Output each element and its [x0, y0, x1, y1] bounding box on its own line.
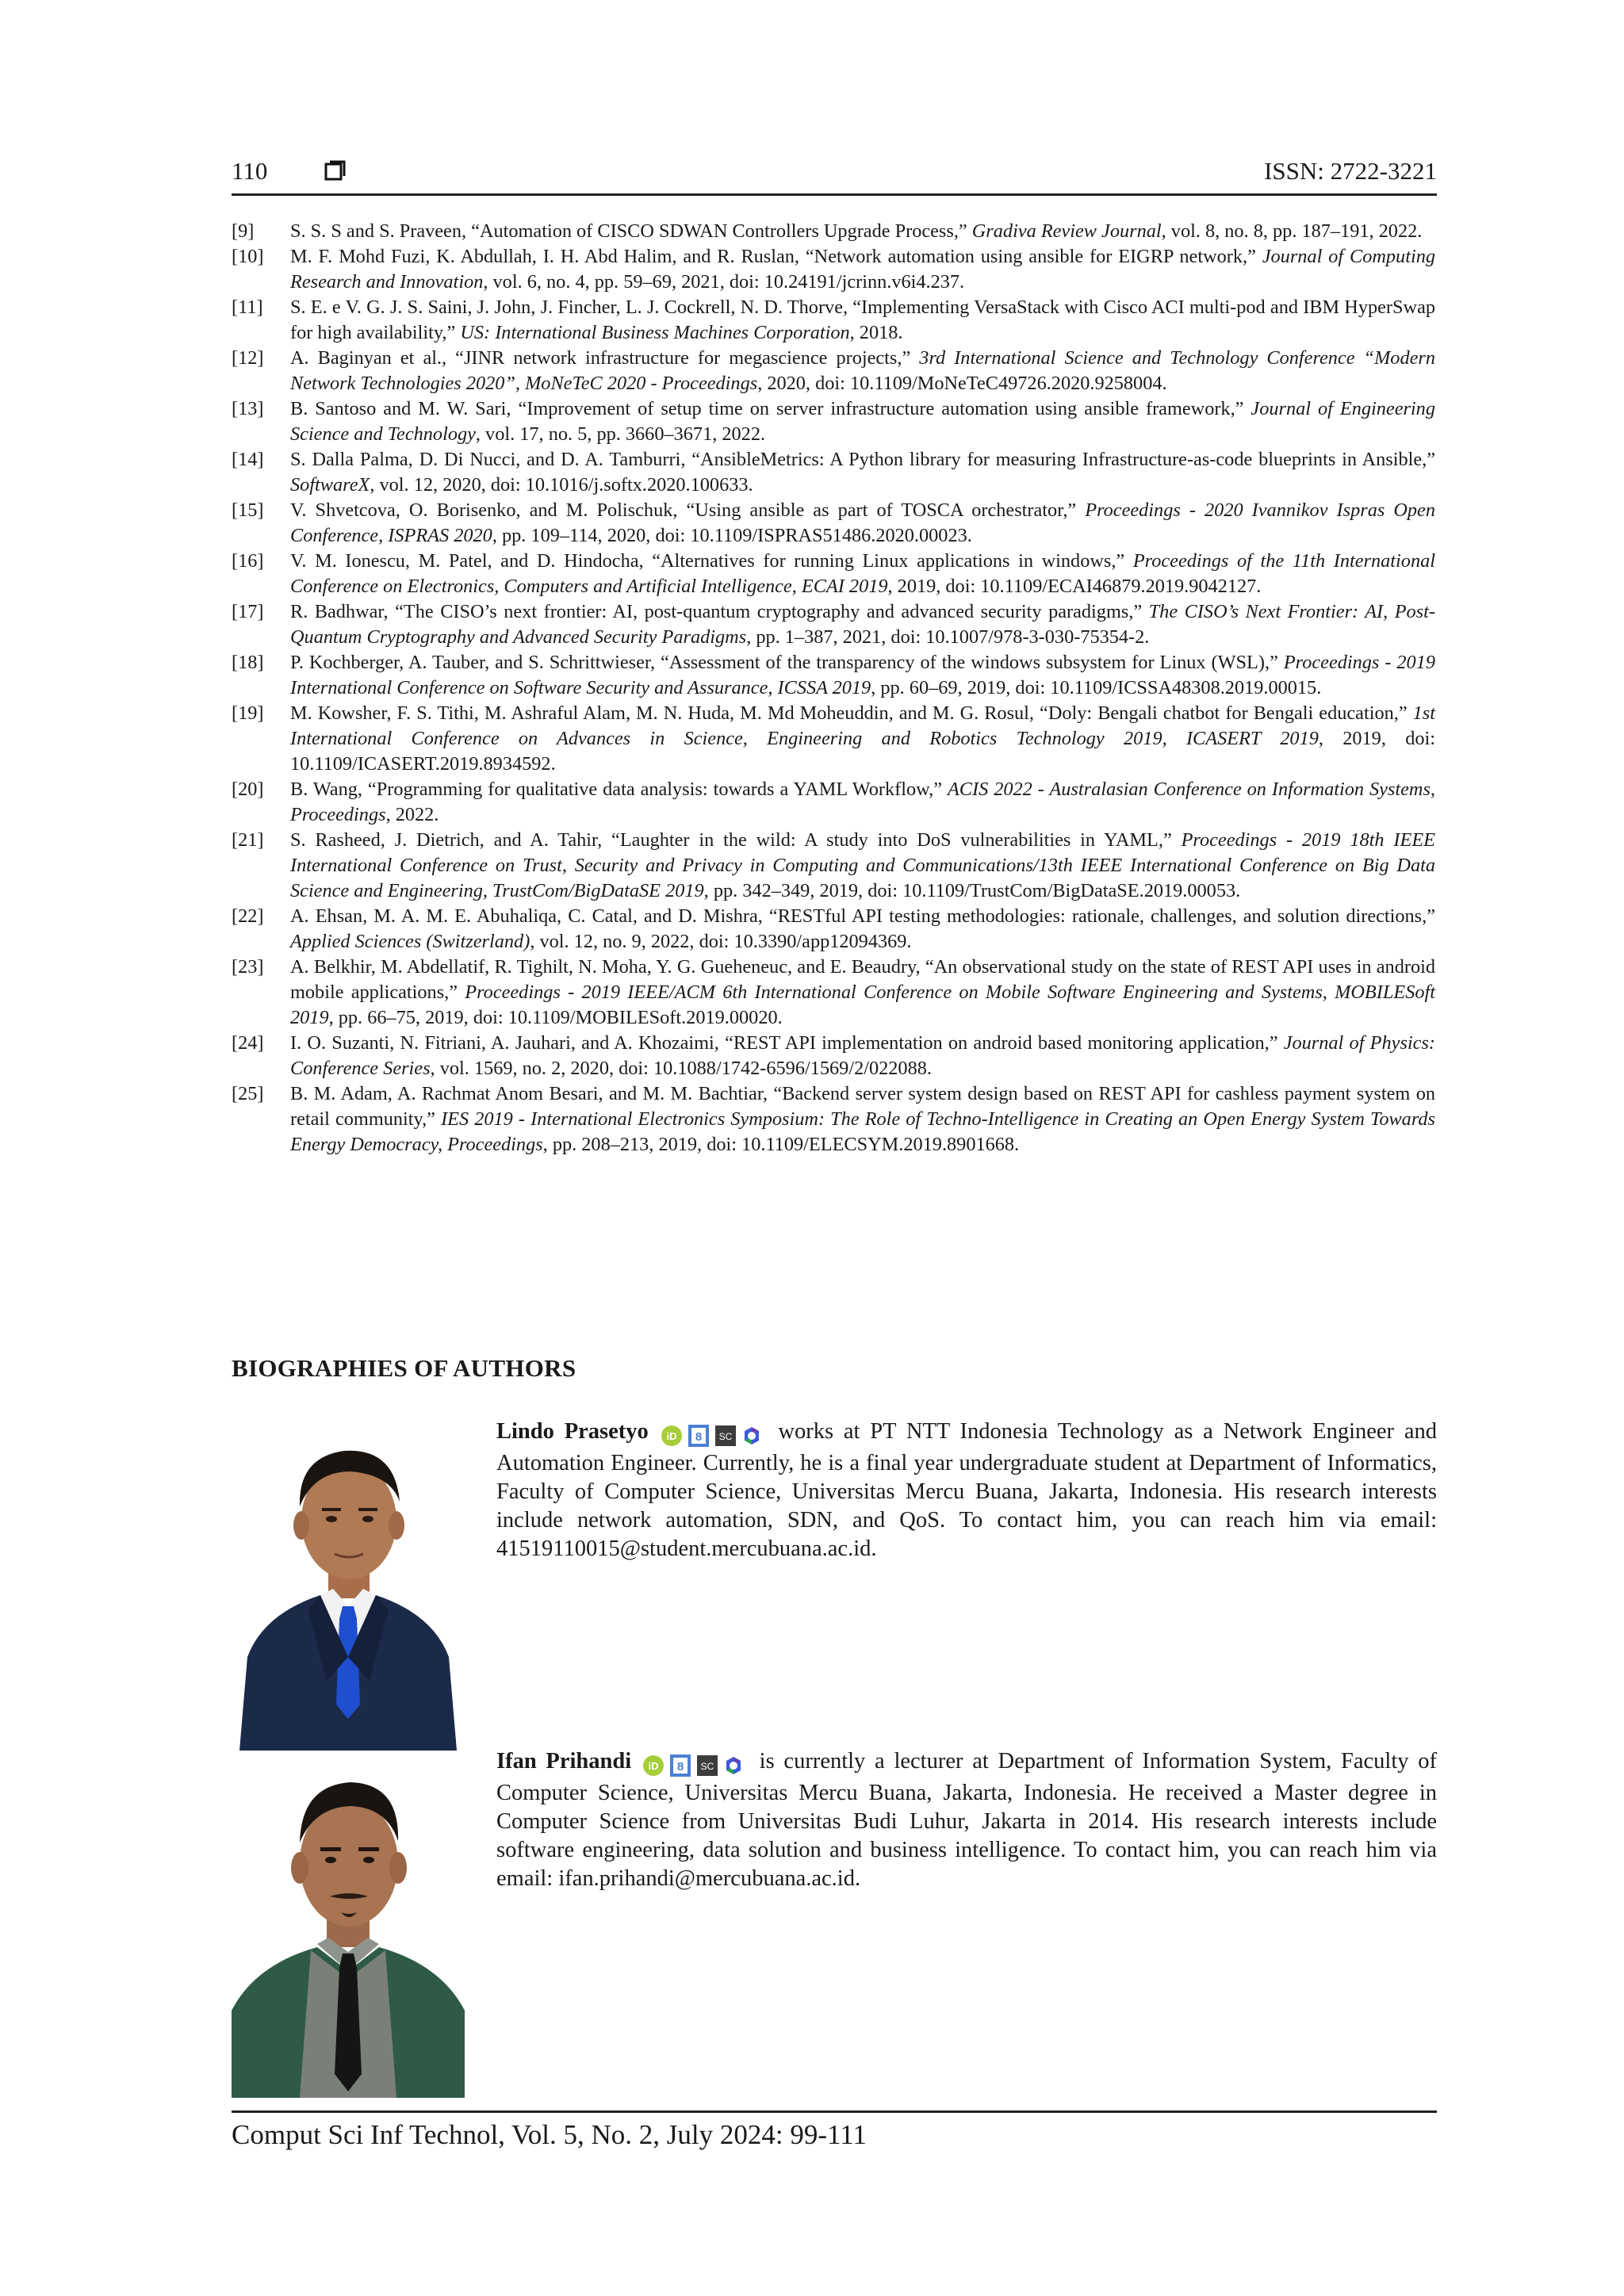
reference-item	[232, 447, 1435, 498]
reference-venue: Journal of Engineering Science and Technology	[290, 398, 1435, 445]
reference-item	[232, 396, 1435, 447]
reference-item	[232, 219, 1435, 244]
author-bio-text	[496, 1747, 1437, 1893]
reference-venue: 1st International Conference on Advances in Science, Engineering and Robotics Technology 2019, ICASERT 2019	[290, 702, 1435, 749]
reference-text	[290, 955, 1435, 1031]
reference-item	[232, 650, 1435, 701]
author-description: works at PT NTT Indonesia Technology as a Network Engineer and Automation Engineer. Currently, he is a final year undergraduate student at Department of Informatics, Faculty of Computer Science, Universitas Mercu Buana, Jakarta, Indonesia. His research interests include network automation, SDN, and QoS. To contact him, you can reach him via email: 41519110015@student.mercubuana.ac.id.	[496, 1419, 1438, 1561]
hollow-square-icon	[324, 160, 346, 182]
reference-venue: The CISO’s Next Frontier: AI, Post-Quantum Cryptography and Advanced Security Paradigms	[290, 601, 1436, 648]
publons-icon[interactable]	[723, 1755, 744, 1776]
reference-authors-title: B. M. Adam, A. Rachmat Anom Besari, and M. M. Bachtiar, “Backend server system design based on REST API for cashless payment system on retail community,”	[290, 1083, 1435, 1130]
reference-item	[232, 777, 1435, 828]
author-description: is currently a lecturer at Department of Information System, Faculty of Computer Science, Universitas Mercu Buana, Jakarta, Indonesia. He received a Master degree in Computer Science from Universitas Budi Luhur, Jakarta in 2014. His research interests include software engineering, data solution and business intelligence. To contact him, you can reach him via email: ifan.prihandi@mercubuana.ac.id.	[496, 1749, 1438, 1891]
reference-venue: Proceedings - 2019 International Conference on Software Security and Assurance, ICSSA 2019	[290, 652, 1435, 698]
reference-text	[290, 1081, 1435, 1158]
reference-text	[290, 447, 1435, 498]
reference-item	[232, 701, 1435, 777]
reference-venue: 3rd International Science and Technology Conference “Modern Network Technologies 2020”, MoNeTeC 2020 - Proceedings	[290, 347, 1435, 394]
reference-authors-title: R. Badhwar, “The CISO’s next frontier: AI, post-quantum cryptography and advanced security paradigms,”	[290, 601, 1149, 622]
reference-authors-title: B. Santoso and M. W. Sari, “Improvement of setup time on server infrastructure automation using ansible framework,”	[290, 398, 1251, 419]
reference-details: , vol. 12, 2020, doi: 10.1016/j.softx.2020.100633.	[370, 474, 753, 496]
reference-details: , vol. 8, no. 8, pp. 187–191, 2022.	[1161, 220, 1423, 242]
reference-number: [10]	[232, 246, 264, 267]
reference-item	[232, 1081, 1435, 1158]
reference-authors-title: S. Dalla Palma, D. Di Nucci, and D. A. Tamburri, “AnsibleMetrics: A Python library for measuring Infrastructure-as-code blueprints in Ansible,”	[290, 449, 1435, 470]
svg-text:iD: iD	[666, 1430, 677, 1443]
profile-icons	[661, 1421, 767, 1449]
orcid-icon[interactable]	[661, 1425, 683, 1447]
reference-authors-title: I. O. Suzanti, N. Fitriani, A. Jauhari, and A. Khozaimi, “REST API implementation on android based monitoring application,”	[290, 1032, 1284, 1054]
reference-authors-title: M. F. Mohd Fuzi, K. Abdullah, I. H. Abd Halim, and R. Ruslan, “Network automation using ansible for EIGRP network,”	[290, 246, 1262, 267]
reference-item	[232, 599, 1435, 650]
reference-text	[290, 599, 1435, 650]
reference-authors-title: A. Baginyan et al., “JINR network infrastructure for megascience projects,”	[290, 347, 920, 369]
reference-details: , 2019, doi: 10.1109/ICASERT.2019.8934592.	[290, 728, 1435, 775]
reference-details: , vol. 6, no. 4, pp. 59–69, 2021, doi: 10.24191/jcrinn.v6i4.237.	[483, 271, 965, 293]
reference-number: [19]	[232, 702, 264, 724]
reference-venue: IES 2019 - International Electronics Symposium: The Role of Techno-Intelligence in Creating an Open Energy System Towards Energy Democracy, Proceedings	[290, 1108, 1435, 1155]
reference-item	[232, 1031, 1435, 1081]
reference-number: [22]	[232, 905, 264, 927]
reference-number: [23]	[232, 956, 264, 978]
journal-citation: Comput Sci Inf Technol, Vol. 5, No. 2, July 2024: 99-111	[232, 2119, 867, 2150]
author-bio-text	[496, 1418, 1437, 1563]
reference-number: [12]	[232, 347, 264, 369]
reference-number: [24]	[232, 1032, 264, 1054]
reference-authors-title: A. Belkhir, M. Abdellatif, R. Tighilt, N. Moha, Y. G. Gueheneuc, and E. Beaudry, “An observational study on the state of REST API uses in android mobile applications,”	[290, 956, 1435, 1003]
reference-text	[290, 396, 1435, 447]
reference-text	[290, 244, 1435, 295]
reference-text	[290, 904, 1435, 955]
reference-venue: Proceedings - 2019 IEEE/ACM 6th International Conference on Mobile Software Engineering and Systems, MOBILESoft 2019	[290, 982, 1435, 1028]
reference-item	[232, 498, 1435, 549]
reference-details: , vol. 12, no. 9, 2022, doi: 10.3390/app12094369.	[530, 931, 912, 952]
reference-item	[232, 295, 1435, 346]
reference-number: [15]	[232, 499, 264, 521]
reference-authors-title: P. Kochberger, A. Tauber, and S. Schrittwieser, “Assessment of the transparency of the windows subsystem for Linux (WSL),”	[290, 652, 1284, 673]
reference-details: , pp. 66–75, 2019, doi: 10.1109/MOBILESoft.2019.00020.	[328, 1007, 783, 1028]
reference-authors-title: S. Rasheed, J. Dietrich, and A. Tahir, “Laughter in the wild: A study into DoS vulnerabilities in YAML,”	[290, 829, 1182, 851]
reference-number: [25]	[232, 1083, 264, 1104]
reference-venue: Proceedings - 2020 Ivannikov Ispras Open Conference, ISPRAS 2020	[290, 499, 1435, 546]
page-footer	[232, 2110, 1437, 2154]
reference-details: , pp. 60–69, 2019, doi: 10.1109/ICSSA48308.2019.00015.	[871, 677, 1322, 698]
reference-number: [20]	[232, 779, 264, 800]
reference-number: [14]	[232, 449, 264, 470]
reference-details: , vol. 1569, no. 2, 2020, doi: 10.1088/1742-6596/1569/2/022088.	[430, 1058, 932, 1079]
reference-number: [11]	[232, 297, 263, 318]
author-photo	[232, 1757, 465, 2098]
scopus-icon[interactable]	[714, 1425, 737, 1447]
reference-number: [13]	[232, 398, 264, 419]
reference-item	[232, 955, 1435, 1031]
reference-details: , pp. 342–349, 2019, doi: 10.1109/TrustCom/BigDataSE.2019.00053.	[703, 880, 1241, 901]
reference-list	[232, 219, 1435, 1158]
reference-item	[232, 904, 1435, 955]
reference-venue: US: International Business Machines Corporation	[460, 322, 850, 343]
publons-icon[interactable]	[741, 1425, 762, 1446]
svg-text:8: 8	[676, 1760, 684, 1774]
page-header	[232, 155, 1437, 196]
reference-venue: Applied Sciences (Switzerland)	[290, 931, 530, 952]
reference-details: , vol. 17, no. 5, pp. 3660–3671, 2022.	[475, 423, 766, 445]
reference-text	[290, 650, 1435, 701]
reference-number: [9]	[232, 220, 255, 242]
reference-authors-title: V. Shvetcova, O. Borisenko, and M. Polischuk, “Using ansible as part of TOSCA orchestrator,”	[290, 499, 1086, 521]
reference-text	[290, 777, 1435, 828]
reference-venue: Journal of Physics: Conference Series	[290, 1032, 1435, 1079]
reference-item	[232, 549, 1435, 599]
reference-number: [17]	[232, 601, 264, 622]
reference-item	[232, 244, 1435, 295]
reference-number: [16]	[232, 550, 264, 572]
reference-venue: Proceedings - 2019 18th IEEE International Conference on Trust, Security and Privacy in Computing and Communications/13th IEEE International Conference on Big Data Science and Engineering, TrustCom/BigDataSE 2019	[290, 829, 1436, 901]
issn: ISSN: 2722-3221	[1264, 157, 1437, 185]
reference-item	[232, 346, 1435, 396]
reference-number: [21]	[232, 829, 264, 851]
reference-details: , 2022.	[385, 804, 439, 825]
reference-text	[290, 549, 1435, 599]
reference-authors-title: S. S. S and S. Praveen, “Automation of CISCO SDWAN Controllers Upgrade Process,”	[290, 220, 972, 242]
author-name: Lindo Prasetyo	[496, 1419, 649, 1444]
reference-item	[232, 828, 1435, 904]
reference-venue: Journal of Computing Research and Innovation	[290, 246, 1435, 293]
reference-details: , 2020, doi: 10.1109/MoNeTeC49726.2020.9258004.	[757, 373, 1167, 394]
reference-authors-title: M. Kowsher, F. S. Tithi, M. Ashraful Alam, M. N. Huda, M. Md Moheuddin, and M. G. Rosul, “Doly: Bengali chatbot for Bengali education,”	[290, 702, 1413, 724]
page-number: 110	[232, 157, 268, 185]
profile-icons	[642, 1751, 749, 1779]
reference-text	[290, 346, 1435, 396]
scopus-icon[interactable]	[696, 1755, 718, 1777]
reference-text	[290, 295, 1435, 346]
reference-authors-title: S. E. e V. G. J. S. Saini, J. John, J. Fincher, L. J. Cockrell, N. D. Thorve, “Implementing VersaStack with Cisco ACI multi-pod and IBM HyperSwap for high availability,”	[290, 297, 1435, 343]
reference-text	[290, 498, 1435, 549]
reference-text	[290, 828, 1435, 904]
reference-number: [18]	[232, 652, 264, 673]
google-scholar-icon[interactable]	[669, 1754, 691, 1777]
svg-text:SC: SC	[718, 1431, 732, 1443]
svg-text:iD: iD	[648, 1760, 659, 1773]
reference-venue: ACIS 2022 - Australasian Conference on Information Systems, Proceedings	[290, 779, 1435, 825]
reference-authors-title: A. Ehsan, M. A. M. E. Abuhaliqa, C. Catal, and D. Mishra, “RESTful API testing methodologies: rationale, challenges, and solution directions,”	[290, 905, 1435, 927]
google-scholar-icon[interactable]	[688, 1424, 710, 1448]
reference-text	[290, 219, 1435, 244]
author-name: Ifan Prihandi	[496, 1749, 632, 1774]
reference-details: , pp. 208–213, 2019, doi: 10.1109/ELECSYM.2019.8901668.	[542, 1134, 1020, 1155]
reference-text	[290, 1031, 1435, 1081]
reference-venue: Gradiva Review Journal	[971, 220, 1162, 242]
reference-venue: Proceedings of the 11th International Conference on Electronics, Computers and Artificial Intelligence, ECAI 2019	[290, 550, 1435, 597]
svg-text:SC: SC	[700, 1761, 714, 1773]
author-photo	[232, 1419, 465, 1751]
reference-details: , pp. 109–114, 2020, doi: 10.1109/ISPRAS51486.2020.00023.	[492, 525, 972, 546]
reference-details: , pp. 1–387, 2021, doi: 10.1007/978-3-030-75354-2.	[746, 626, 1150, 648]
reference-authors-title: V. M. Ionescu, M. Patel, and D. Hindocha, “Alternatives for running Linux applications in windows,”	[290, 550, 1133, 572]
reference-text	[290, 701, 1435, 777]
reference-authors-title: B. Wang, “Programming for qualitative data analysis: towards a YAML Workflow,”	[290, 779, 948, 800]
svg-text:8: 8	[695, 1430, 702, 1445]
orcid-icon[interactable]	[642, 1755, 665, 1777]
reference-details: , 2019, doi: 10.1109/ECAI46879.2019.9042127.	[887, 576, 1262, 597]
reference-venue: SoftwareX	[290, 474, 370, 496]
reference-details: , 2018.	[849, 322, 903, 343]
section-heading: BIOGRAPHIES OF AUTHORS	[232, 1354, 576, 1382]
